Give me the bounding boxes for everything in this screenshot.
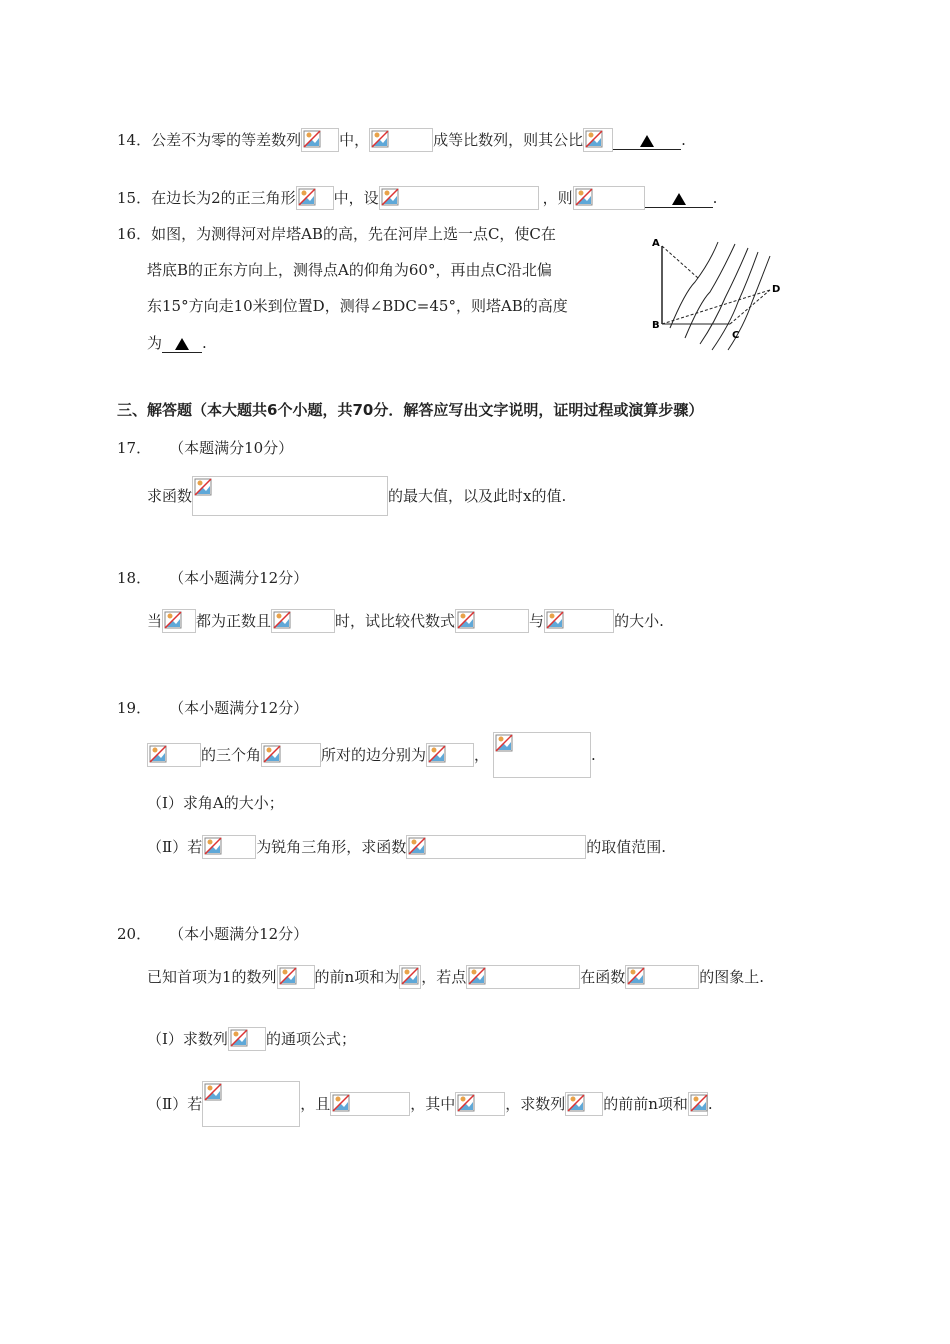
broken-image-icon [495, 734, 513, 752]
bd-line [662, 290, 770, 324]
broken-image-icon [273, 611, 291, 629]
question-14 [117, 128, 686, 150]
broken-image-icon [428, 745, 446, 763]
question-number: 14． [117, 131, 152, 149]
question-18-body [147, 606, 664, 634]
question-number: 20． [117, 925, 152, 943]
question-16-line-2: 塔底B的正东方向上，测得点A的仰角为60°，再由点C沿北偏 [147, 261, 552, 279]
broken-image-icon [457, 611, 475, 629]
broken-image-icon [381, 188, 399, 206]
label-b: B [652, 320, 660, 331]
formula-image [369, 128, 433, 152]
question-20-header [117, 922, 308, 944]
question-text: （Ⅱ）若 [147, 838, 203, 856]
formula-image [296, 186, 334, 210]
question-text: 所对的边分别为 [321, 746, 427, 764]
question-text: 的取值范围. [586, 838, 666, 856]
question-16-line-3: 东15°方向走10米到位置D，测得∠BDC=45°，则塔AB的高度 [147, 297, 568, 315]
broken-image-icon [332, 1094, 350, 1112]
formula-image [399, 965, 421, 989]
question-number: 17． [117, 439, 152, 457]
answer-blank [645, 189, 713, 208]
broken-image-icon [204, 1083, 222, 1101]
label-c: C [732, 330, 740, 341]
question-20-part-2 [147, 1080, 713, 1126]
broken-image-icon [263, 745, 281, 763]
question-19-part-2 [147, 832, 666, 860]
formula-image [493, 732, 591, 778]
broken-image-icon [303, 130, 321, 148]
question-text: . [712, 189, 718, 207]
formula-image [301, 128, 339, 152]
question-text: （Ⅱ）若 [147, 1095, 203, 1113]
question-text: ，求数列 [505, 1095, 566, 1113]
broken-image-icon [194, 478, 212, 496]
question-text: ，其中 [410, 1095, 456, 1113]
broken-image-icon [230, 1029, 248, 1047]
question-text: ，且 [300, 1095, 331, 1113]
section-heading: 三、解答题（本大题共6个小题，共70分．解答应写出文字说明，证明过程或演算步骤） [117, 401, 704, 419]
formula-image [466, 965, 580, 989]
broken-image-icon [204, 837, 222, 855]
formula-image [544, 609, 614, 633]
question-text: ，若点 [421, 968, 467, 986]
formula-image [426, 743, 474, 767]
question-text: 时，试比较代数式 [335, 612, 456, 630]
answer-blank [162, 334, 202, 353]
formula-image [228, 1027, 266, 1051]
formula-image [162, 609, 196, 633]
question-text: . [202, 334, 207, 352]
question-number: 16． [117, 225, 152, 243]
broken-image-icon [567, 1094, 585, 1112]
formula-image [202, 835, 256, 859]
question-text: 中， [339, 131, 370, 149]
question-15 [117, 186, 717, 208]
question-text: 的前n项和为 [314, 968, 400, 986]
broken-image-icon [546, 611, 564, 629]
broken-image-icon [298, 188, 316, 206]
question-text: （Ⅰ）求数列 [147, 1030, 228, 1048]
broken-image-icon [585, 130, 603, 148]
question-text: ， [474, 746, 490, 764]
broken-image-icon [401, 967, 419, 985]
formula-image [406, 835, 586, 859]
broken-image-icon [279, 967, 297, 985]
question-text: 已知首项为1的数列 [147, 968, 277, 986]
question-number: 19． [117, 699, 152, 717]
question-17-body [147, 475, 566, 515]
sight-line [662, 246, 698, 278]
question-text: 的通项公式； [265, 1030, 356, 1048]
question-text: 在边长为2的正三角形 [151, 189, 296, 207]
question-text: 在函数 [580, 968, 626, 986]
broken-image-icon [457, 1094, 475, 1112]
question-number: 18． [117, 569, 152, 587]
formula-image [277, 965, 315, 989]
question-text: 为锐角三角形，求函数 [256, 838, 407, 856]
question-text: . [681, 131, 686, 149]
question-19-part-1: （Ⅰ）求角A的大小； [147, 794, 284, 812]
question-text: 求函数 [147, 487, 193, 505]
formula-image [625, 965, 699, 989]
formula-image [573, 186, 645, 210]
answer-blank [613, 131, 681, 150]
label-a: A [652, 238, 660, 249]
broken-image-icon [164, 611, 182, 629]
broken-image-icon [575, 188, 593, 206]
broken-image-icon [149, 745, 167, 763]
question-text: 的前前n项和 [603, 1095, 688, 1113]
question-text: . [707, 1095, 713, 1113]
question-text: ，则 [542, 189, 573, 207]
formula-image [379, 186, 539, 210]
formula-image [202, 1081, 300, 1127]
label-d: D [772, 284, 781, 295]
broken-image-icon [690, 1094, 708, 1112]
broken-image-icon [468, 967, 486, 985]
score-note: （本小题满分12分） [169, 569, 309, 587]
formula-image [455, 609, 529, 633]
score-note: （本小题满分12分） [169, 699, 309, 717]
river-curve [670, 242, 718, 328]
question-text: 如图，为测得河对岸塔AB的高，先在河岸上选一点C，使C在 [151, 225, 556, 243]
question-16-line-1 [117, 222, 556, 244]
question-17-header [117, 436, 293, 458]
question-text: 当 [147, 612, 163, 630]
question-19-header [117, 696, 308, 718]
question-text: 中，设 [333, 189, 379, 207]
question-text: . [591, 746, 596, 764]
formula-image [261, 743, 321, 767]
formula-image [271, 609, 335, 633]
broken-image-icon [371, 130, 389, 148]
question-text: 与 [529, 612, 545, 630]
formula-image [330, 1092, 410, 1116]
formula-image [583, 128, 613, 152]
score-note: （本小题满分12分） [169, 925, 309, 943]
question-text: 成等比数列，则其公比 [433, 131, 584, 149]
formula-image [455, 1092, 505, 1116]
question-16-line-4 [147, 331, 207, 353]
formula-image [192, 476, 388, 516]
triangle-answer-marker [672, 193, 686, 205]
question-number: 15． [117, 189, 152, 207]
tower-river-figure [640, 232, 790, 352]
question-19-body [147, 731, 596, 777]
question-text: 的最大值，以及此时x的值. [388, 487, 567, 505]
question-text: 的大小. [614, 612, 664, 630]
triangle-answer-marker [640, 135, 654, 147]
question-text: 公差不为零的等差数列 [151, 131, 302, 149]
formula-image [688, 1092, 708, 1116]
formula-image [147, 743, 201, 767]
broken-image-icon [408, 837, 426, 855]
question-text: 都为正数且 [196, 612, 272, 630]
question-20-part-1 [147, 1024, 356, 1052]
question-text: 的图象上. [699, 968, 765, 986]
broken-image-icon [627, 967, 645, 985]
triangle-answer-marker [175, 338, 189, 350]
question-text: 为 [147, 334, 163, 352]
question-18-header [117, 566, 308, 588]
formula-image [565, 1092, 603, 1116]
question-20-body [147, 962, 764, 990]
score-note: （本题满分10分） [169, 439, 294, 457]
question-text: 的三个角 [201, 746, 262, 764]
